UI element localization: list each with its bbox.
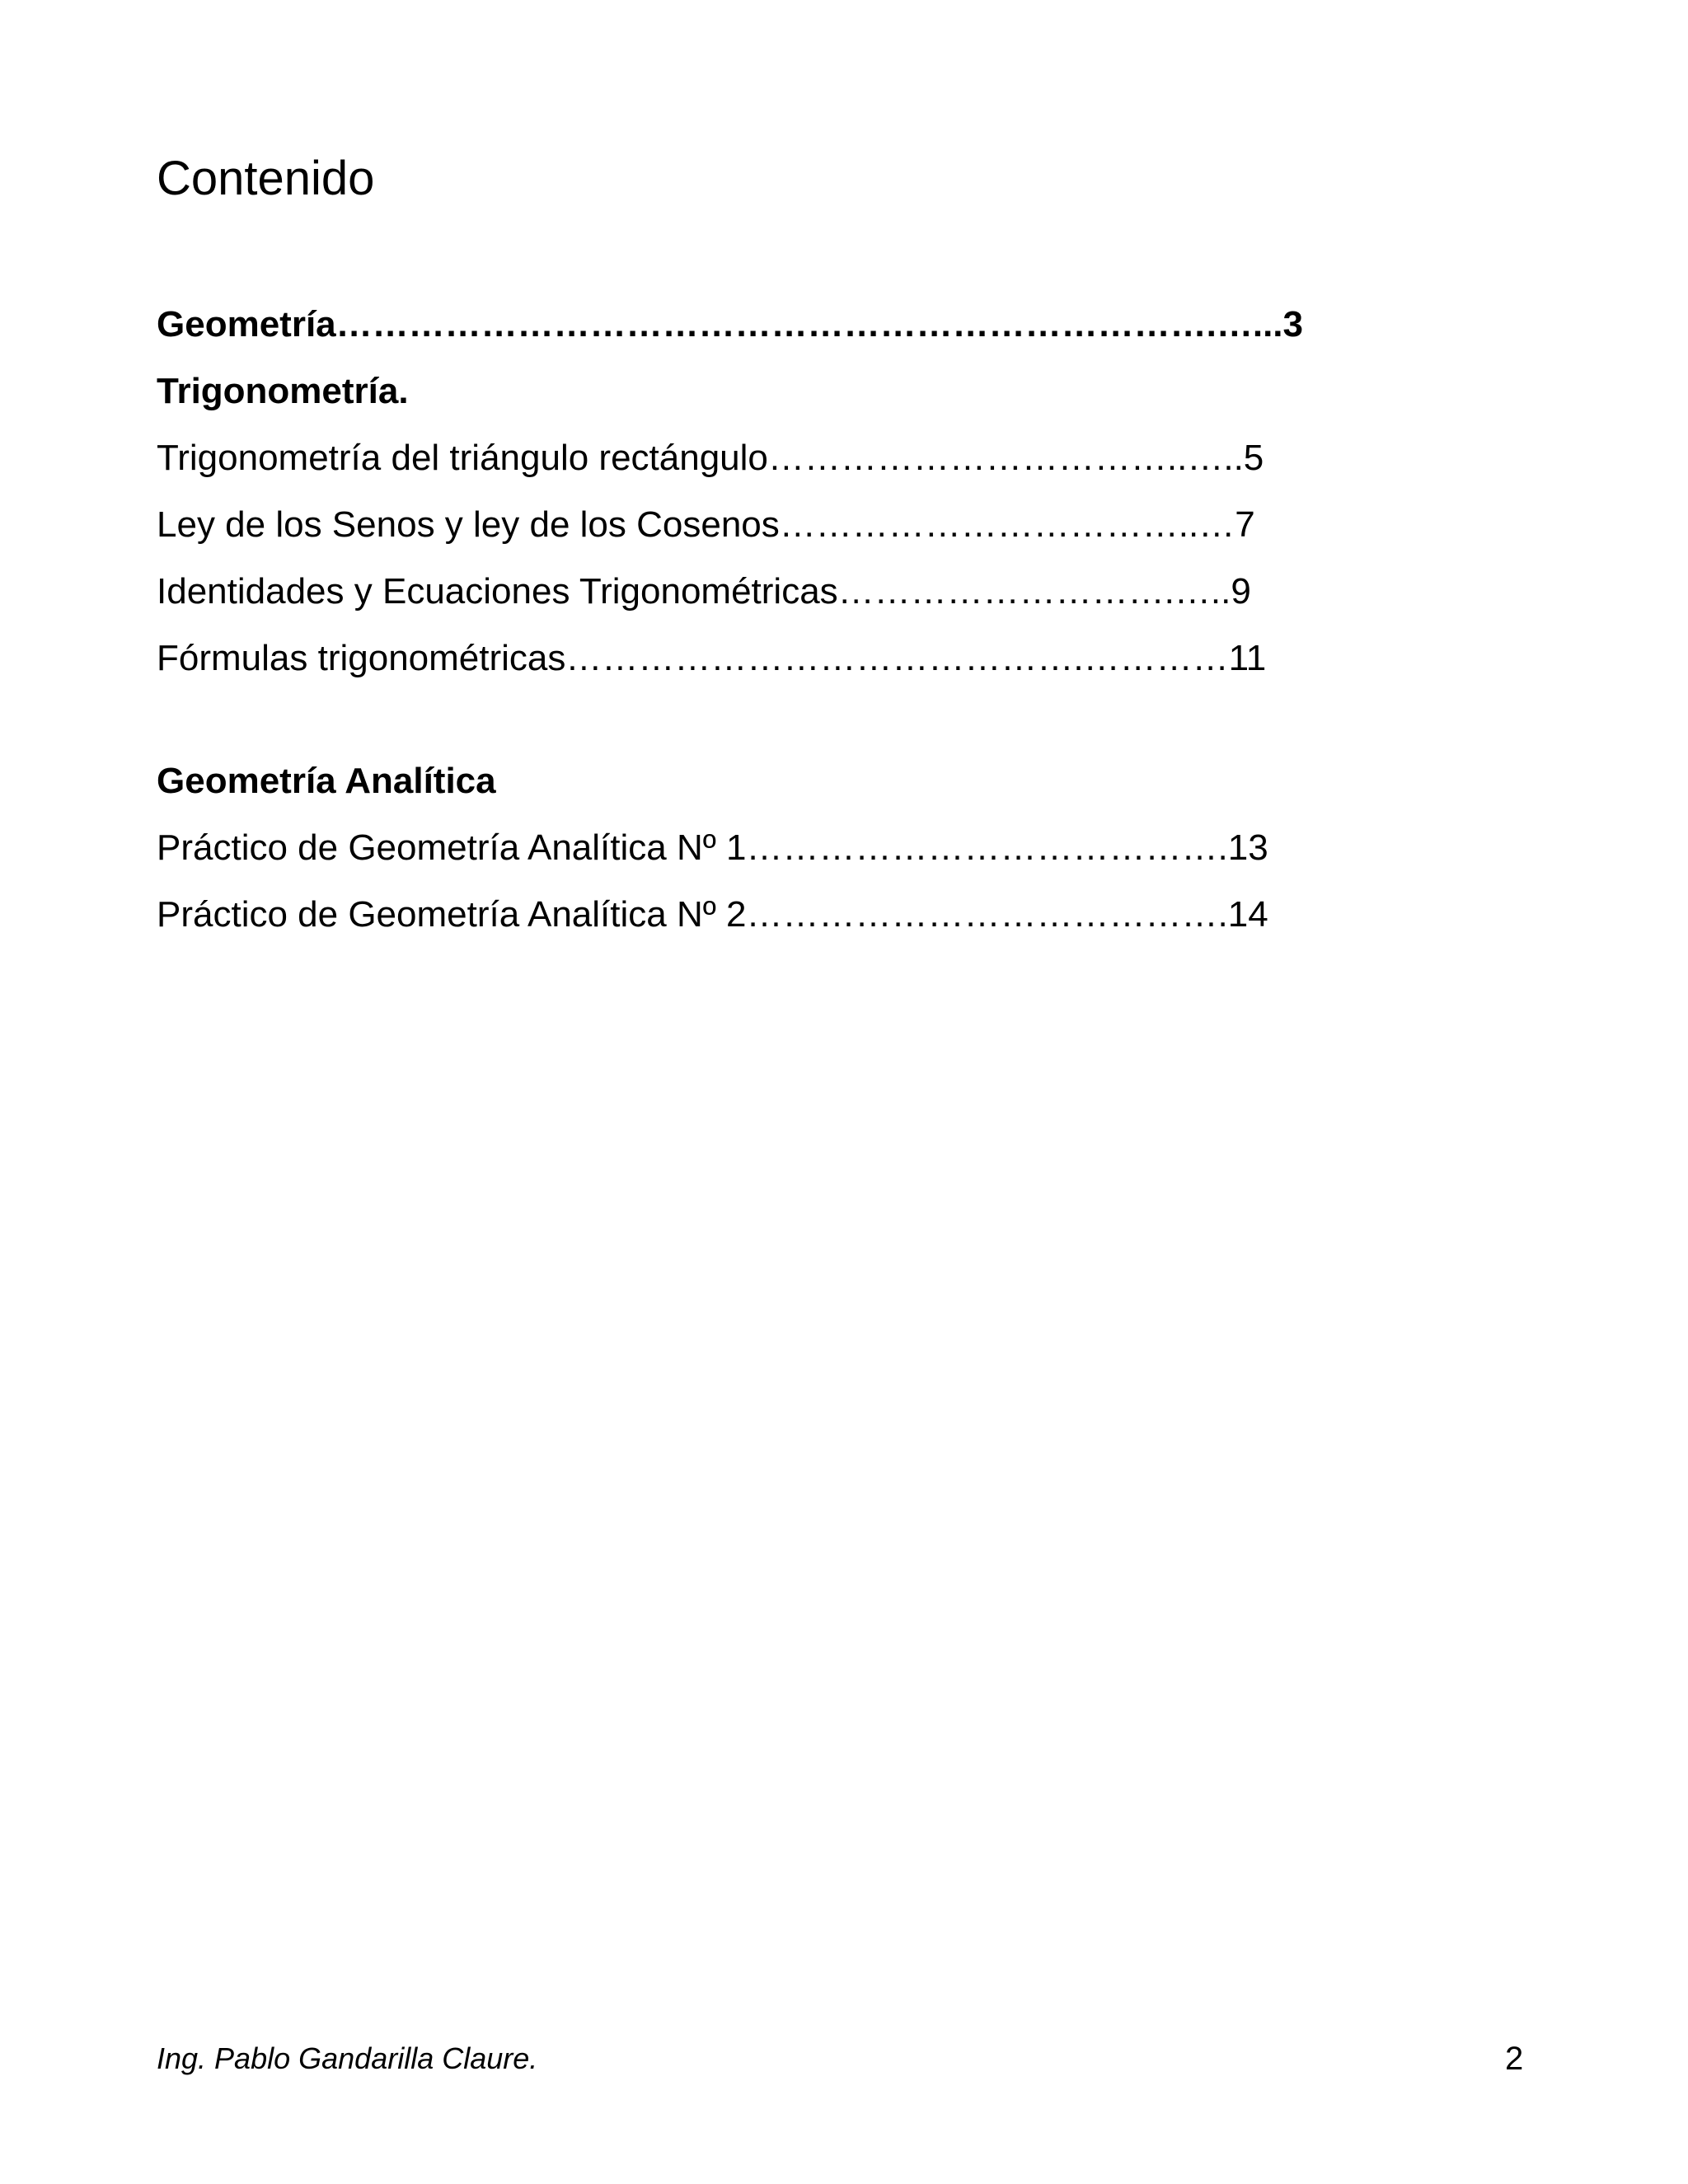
footer-author: Ing. Pablo Gandarilla Claure. bbox=[157, 2041, 538, 2075]
toc-entry-practico-2: Práctico de Geometría Analítica Nº 2………………………………….14 bbox=[157, 897, 1268, 935]
toc-section-geometria-analitica: Geometría Analítica bbox=[157, 763, 496, 801]
toc-section-trigonometria: Trigonometría. bbox=[157, 373, 409, 411]
toc-entry-practico-1: Práctico de Geometría Analítica Nº 1………………………………….13 bbox=[157, 830, 1268, 868]
page-title: Contenido bbox=[157, 152, 375, 205]
toc-entry-geometria: Geometría……………………………………………………………….…...3 bbox=[157, 307, 1304, 344]
footer-page-number: 2 bbox=[1505, 2041, 1524, 2077]
toc-entry-triangulo-rectangulo: Trigonometría del triángulo rectángulo……………………………..…..5 bbox=[157, 440, 1264, 478]
table-of-contents bbox=[157, 307, 1475, 963]
toc-entry-formulas-trigonometricas: Fórmulas trigonométricas…………………………………….…………11 bbox=[157, 640, 1267, 678]
toc-entry-identidades-ecuaciones: Identidades y Ecuaciones Trigonométricas……………………….…..9 bbox=[157, 574, 1251, 612]
toc-entry-ley-senos-cosenos: Ley de los Senos y ley de los Cosenos……………………………..…7 bbox=[157, 507, 1255, 545]
